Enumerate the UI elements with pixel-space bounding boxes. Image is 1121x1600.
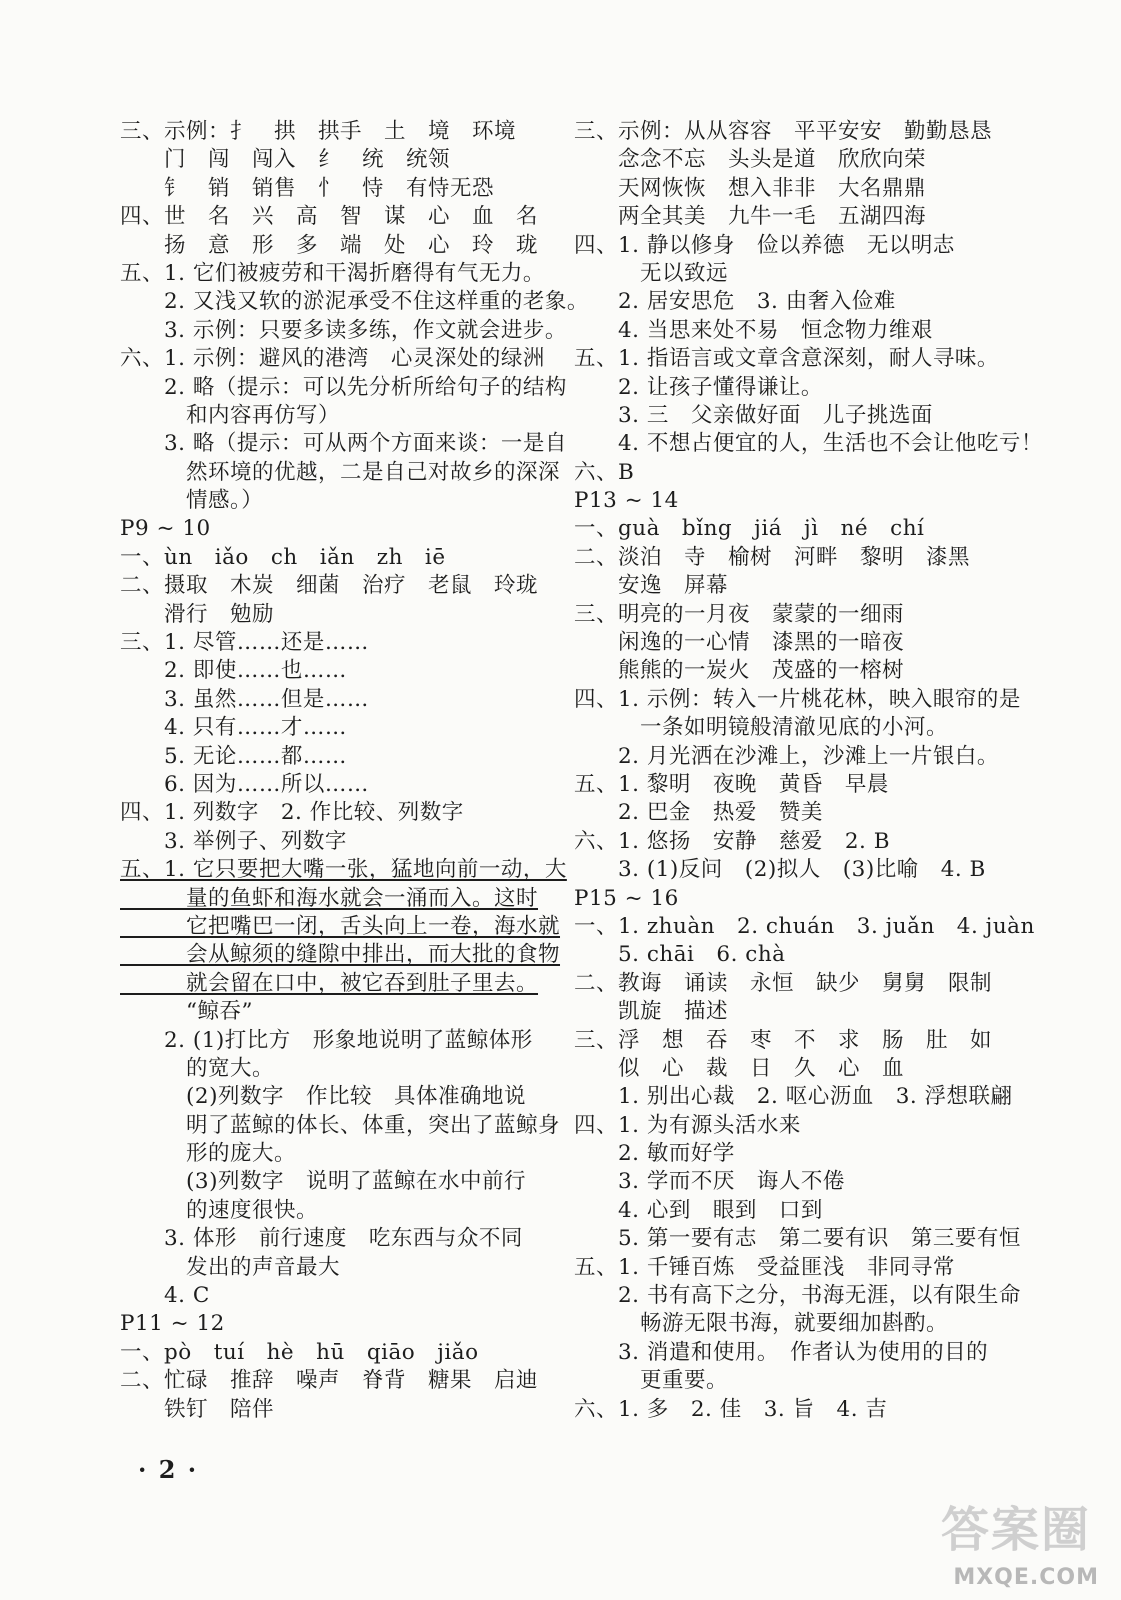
answer-line: 它把嘴巴一闭，舌头向上一卷，海水就 (120, 913, 561, 939)
answer-line: 3. 学而不厌 诲人不倦 (574, 1169, 845, 1195)
answer-line: 四、1. 示例：转入一片桃花林，映入眼帘的是 (574, 686, 1021, 712)
answer-line: 畅游无限书海，就要细加斟酌。 (574, 1311, 949, 1337)
answer-line: 三、明亮的一月夜 蒙蒙的一细雨 (574, 601, 905, 627)
answer-line: 会从鲸须的缝隙中排出，而大批的食物 (120, 942, 561, 968)
answer-line: 4. 只有……才…… (120, 715, 347, 741)
answer-line: P11 ~ 12 (120, 1311, 225, 1337)
answer-line: 二、淡泊 寺 榆树 河畔 黎明 漆黑 (574, 544, 971, 570)
answer-line: 四、1. 列数字 2. 作比较、列数字 (120, 800, 464, 826)
answer-line: 3. (1)反问 (2)拟人 (3)比喻 4. B (574, 857, 986, 883)
answer-line: 2. 又浅又软的淤泥承受不住这样重的老象。 (120, 289, 589, 315)
answer-line: 五、1. 它只要把大嘴一张，猛地向前一动，大 (120, 857, 567, 883)
answer-line: 2. 略（提示：可以先分析所给句子的结构 (120, 374, 567, 400)
answer-line: 2. 居安思危 3. 由奢入俭难 (574, 289, 896, 315)
answer-line: 二、忙碌 推辞 噪声 脊背 糖果 启迪 (120, 1368, 539, 1394)
answer-line: 滑行 勉励 (120, 601, 275, 627)
answer-line: 4. C (120, 1283, 210, 1309)
watermark-logo: 答案圈 (940, 1502, 1091, 1558)
answer-line: “鲸吞” (120, 999, 253, 1025)
answer-line: 五、1. 千锤百炼 受益匪浅 非同寻常 (574, 1254, 955, 1280)
answer-line: 六、1. 悠扬 安静 慈爱 2. B (574, 828, 890, 854)
watermark-url: MXQE.COM (953, 1565, 1099, 1590)
answer-line: 就会留在口中，被它吞到肚子里去。 (120, 970, 539, 996)
answer-line: 五、1. 它们被疲劳和干渴折磨得有气无力。 (120, 260, 545, 286)
answer-line: 一、guà bǐng jiá jì né chí (574, 516, 925, 542)
answer-line: 两全其美 九牛一毛 五湖四海 (574, 204, 927, 230)
answer-line: 四、世 名 兴 高 智 谋 心 血 名 (120, 204, 539, 230)
answer-line: 情感。） (120, 488, 264, 514)
answer-line: 3. 略（提示：可从两个方面来谈：一是自 (120, 431, 567, 457)
answer-line: P15 ~ 16 (574, 885, 679, 911)
answer-line: 4. 不想占便宜的人，生活也不会让他吃亏！ (574, 431, 1043, 457)
answer-line: 量的鱼虾和海水就会一涌而入。这时 (120, 885, 539, 911)
answer-line: (2)列数字 作比较 具体准确地说 (120, 1084, 526, 1110)
answer-line: 3. 虽然……但是…… (120, 686, 369, 712)
answer-line: 六、1. 多 2. 佳 3. 旨 4. 吉 (574, 1396, 888, 1422)
answer-line: 6. 因为……所以…… (120, 771, 369, 797)
answer-line: 安逸 屏幕 (574, 573, 729, 599)
answer-line: P13 ~ 14 (574, 488, 679, 514)
answer-line: 五、1. 黎明 夜晚 黄昏 早晨 (574, 771, 889, 797)
right-answer-column (574, 118, 1043, 1424)
answer-line: P9 ~ 10 (120, 516, 211, 542)
answer-line: 2. (1)打比方 形象地说明了蓝鲸体形 (120, 1027, 533, 1053)
answer-line: 三、浮 想 吞 枣 不 求 肠 肚 如 (574, 1027, 993, 1053)
answer-line: 二、摄取 木炭 细菌 治疗 老鼠 玲珑 (120, 573, 539, 599)
answer-line: 三、示例：从从容容 平平安安 勤勤恳恳 (574, 119, 993, 144)
answer-line: 3. 示例：只要多读多练，作文就会进步。 (120, 317, 567, 343)
answer-line: 扬 意 形 多 端 处 心 玲 珑 (120, 232, 539, 258)
answer-line: 天网恢恢 想入非非 大名鼎鼎 (574, 175, 927, 201)
page-number: · 2 · (138, 1455, 199, 1484)
answer-line: 铁钉 陪伴 (120, 1396, 275, 1422)
answer-line: 熊熊的一炭火 茂盛的一榕树 (574, 658, 905, 684)
answer-line: 闲逸的一心情 漆黑的一暗夜 (574, 630, 905, 656)
answer-line: 一、1. zhuàn 2. chuán 3. juǎn 4. juàn (574, 913, 1035, 939)
answer-line: 五、1. 指语言或文章含意深刻，耐人寻味。 (574, 346, 999, 372)
answer-line: 5. chāi 6. chà (574, 942, 786, 968)
answer-line: 2. 敏而好学 (574, 1141, 735, 1167)
answer-line: 2. 让孩子懂得谦让。 (574, 374, 823, 400)
answer-line: 念念不忘 头头是道 欣欣向荣 (574, 147, 927, 173)
answer-line: 的速度很快。 (120, 1197, 319, 1223)
answer-line: 一、ùn iǎo ch iǎn zh iē (120, 544, 446, 570)
answer-line: 2. 巴金 热爱 赞美 (574, 800, 823, 826)
answer-line: 凯旋 描述 (574, 999, 729, 1025)
answer-line: 3. 举例子、列数字 (120, 828, 347, 854)
answer-line: 钅 销 销售 忄 恃 有恃无恐 (120, 175, 495, 201)
answer-line: 四、1. 为有源头活水来 (574, 1112, 801, 1138)
answer-line: 4. 心到 眼到 口到 (574, 1197, 823, 1223)
answer-line: 的宽大。 (120, 1055, 275, 1081)
answer-line: 然环境的优越，二是自己对故乡的深深 (120, 459, 561, 485)
answer-line: 一、pò tuí hè hū qiāo jiǎo (120, 1339, 479, 1365)
answer-line: 和内容再仿写） (120, 402, 341, 428)
answer-line: 2. 即使……也…… (120, 658, 347, 684)
answer-line: 四、1. 静以修身 俭以养德 无以明志 (574, 232, 955, 258)
answer-line: 形的庞大。 (120, 1141, 297, 1167)
answer-line: 4. 当思来处不易 恒念物力维艰 (574, 317, 933, 343)
answer-line: 六、B (574, 459, 635, 485)
answer-line: 3. 三 父亲做好面 儿子挑选面 (574, 402, 933, 428)
answer-line: 2. 书有高下之分，书海无涯，以有限生命 (574, 1283, 1021, 1309)
answer-line: 二、教诲 诵读 永恒 缺少 舅舅 限制 (574, 970, 993, 996)
answer-line: 六、1. 示例：避风的港湾 心灵深处的绿洲 (120, 346, 545, 372)
answer-line: 似 心 裁 日 久 心 血 (574, 1055, 905, 1081)
answer-line: 明了蓝鲸的体长、体重，突出了蓝鲸身 (120, 1112, 561, 1138)
answer-line: 5. 第一要有志 第二要有识 第三要有恒 (574, 1226, 1021, 1252)
answer-line: 门 闯 闯入 纟 统 统领 (120, 147, 451, 173)
answer-line: 5. 无论……都…… (120, 743, 347, 769)
left-answer-column (120, 118, 589, 1424)
answer-line: 2. 月光洒在沙滩上，沙滩上一片银白。 (574, 743, 999, 769)
answer-line: 无以致远 (574, 260, 729, 286)
answer-line: 更重要。 (574, 1368, 729, 1394)
answer-line: 1. 别出心裁 2. 呕心沥血 3. 浮想联翩 (574, 1084, 1013, 1110)
answer-line: 一条如明镜般清澈见底的小河。 (574, 715, 949, 741)
answer-line: 3. 体形 前行速度 吃东西与众不同 (120, 1226, 523, 1252)
answer-line: (3)列数字 说明了蓝鲸在水中前行 (120, 1169, 526, 1195)
answer-line: 3. 消遣和使用。 作者认为使用的目的 (574, 1339, 989, 1365)
answer-line: 发出的声音最大 (120, 1254, 341, 1280)
answer-line: 三、1. 尽管……还是…… (120, 630, 369, 656)
answer-line: 三、示例：扌 拱 拱手 土 境 环境 (120, 119, 517, 144)
